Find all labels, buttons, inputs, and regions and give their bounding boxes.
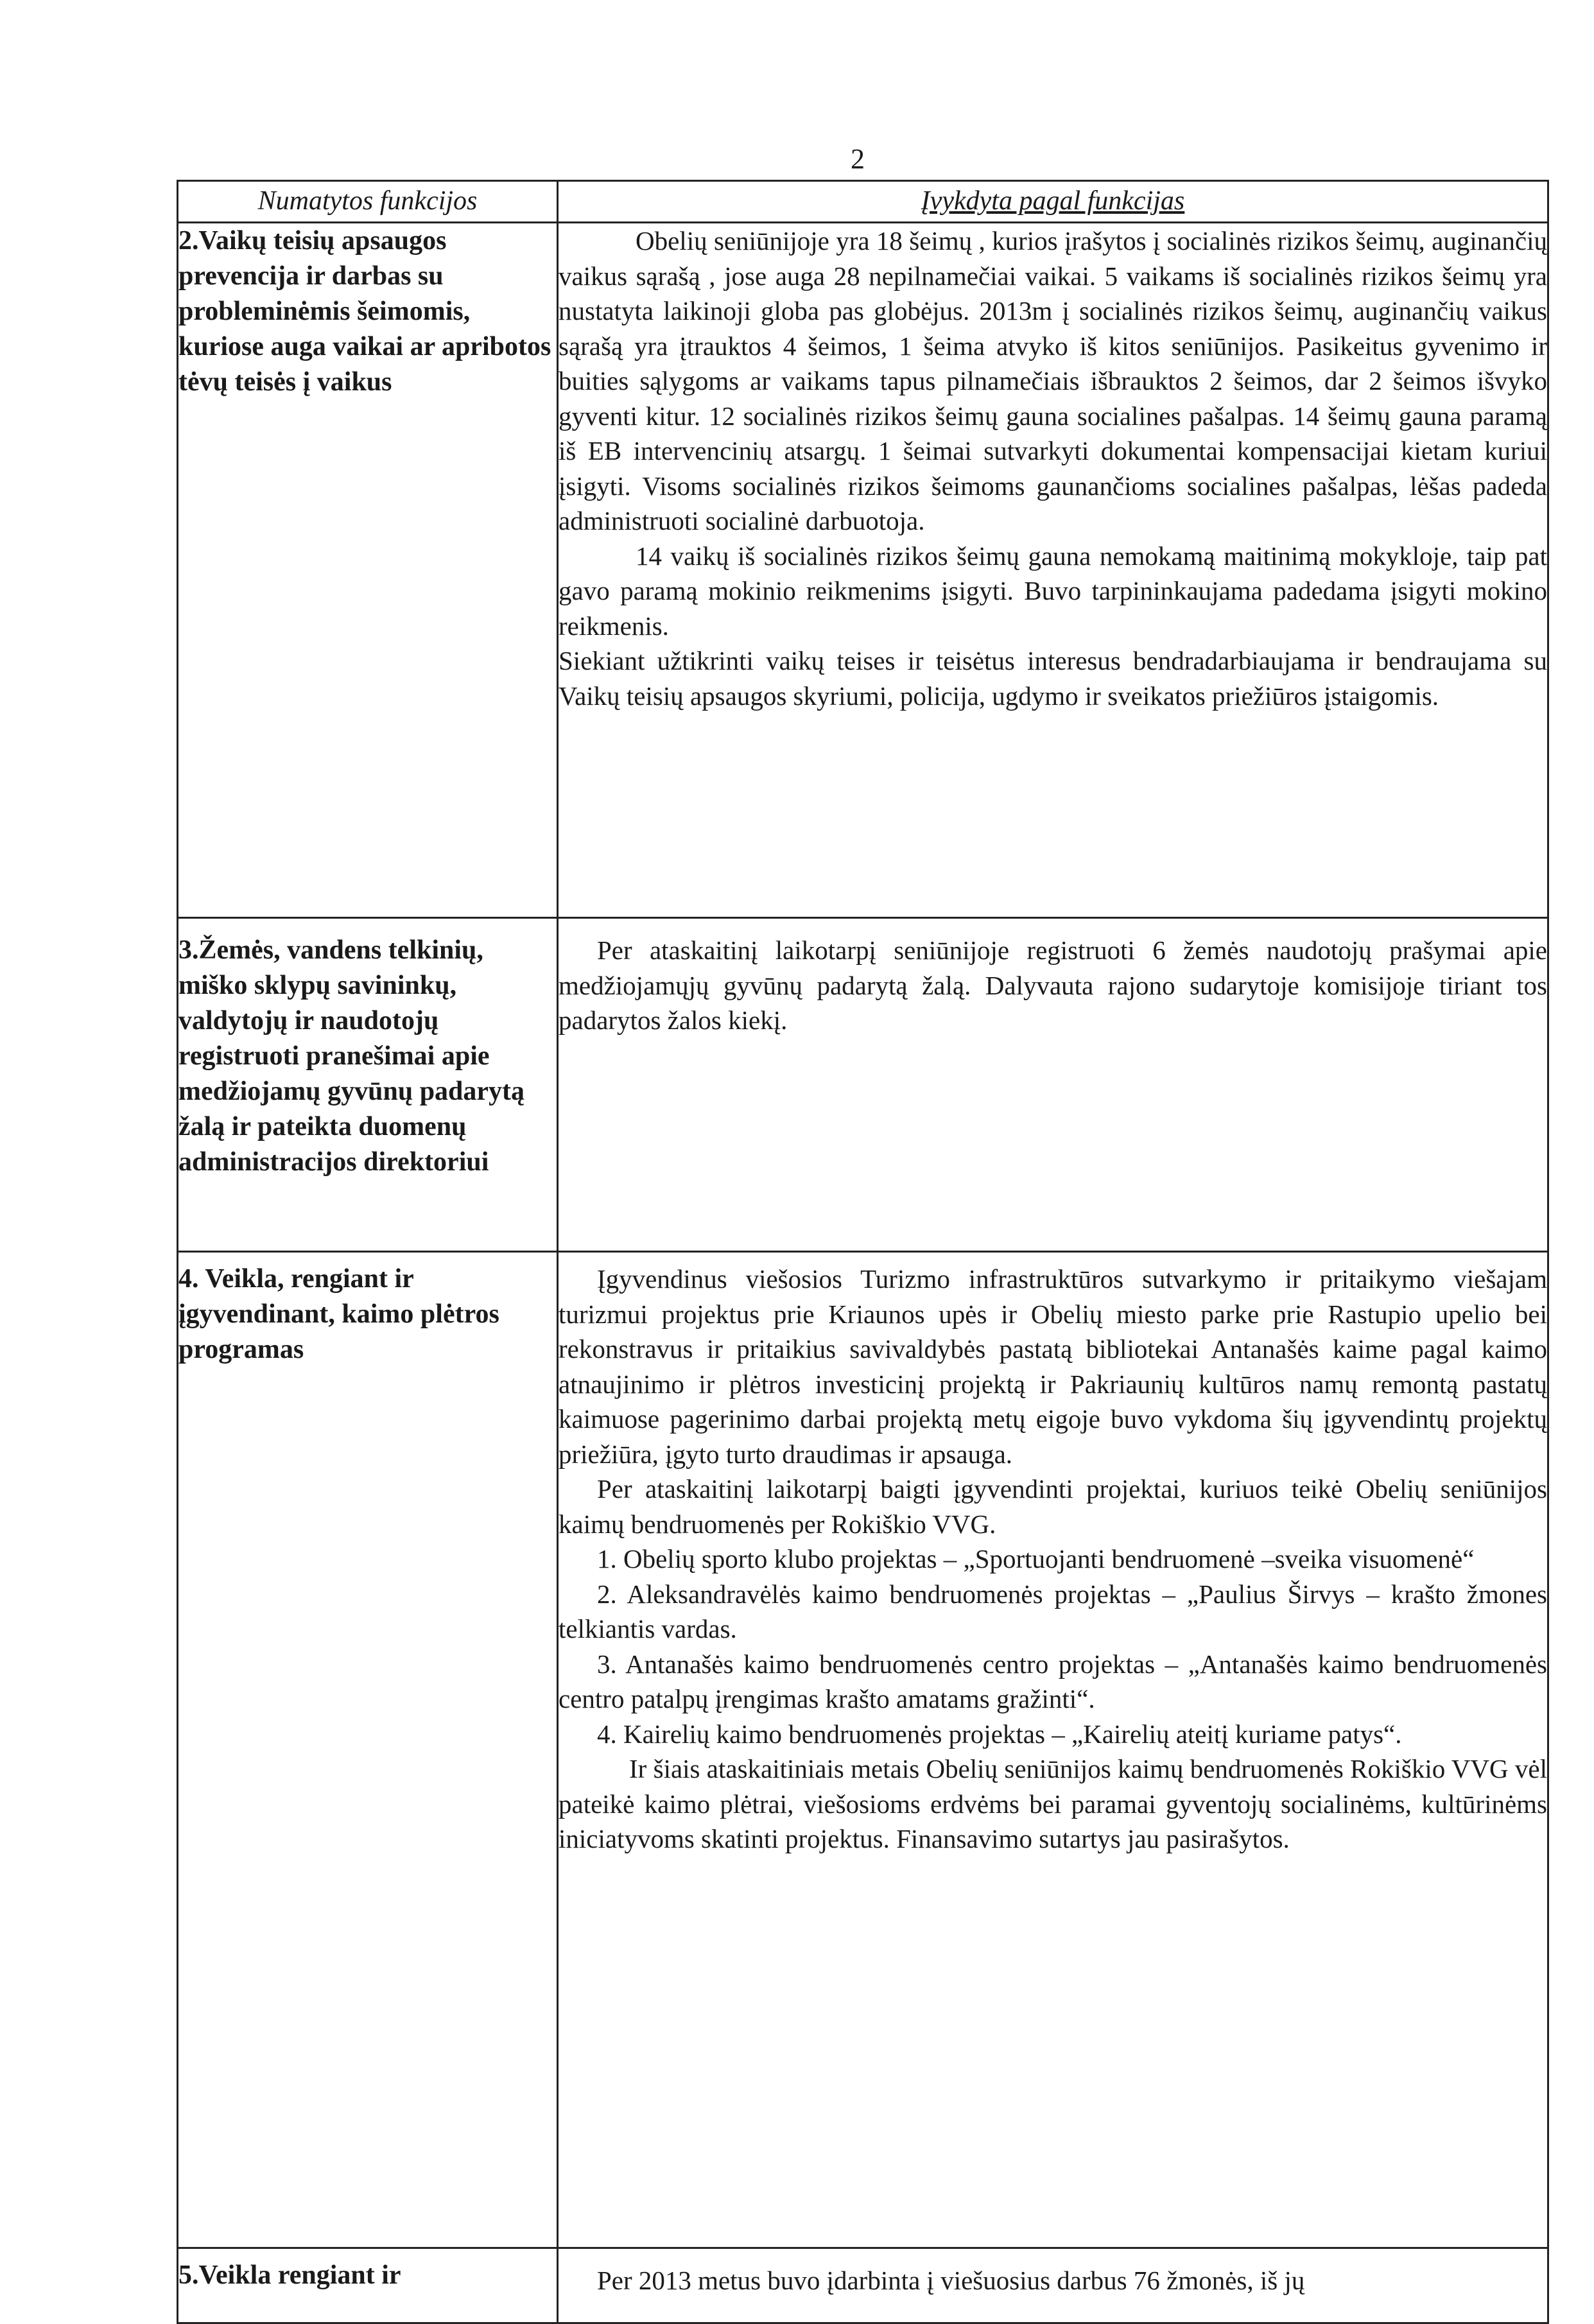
function-cell: 2.Vaikų teisių apsaugos prevencija ir darbas su probleminėmis šeimomis, kuriose auga vaikai ar apribotos tėvų teisės į vaikus xyxy=(178,223,558,918)
paragraph: Ir šiais ataskaitiniais metais Obelių seniūnijos kaimų bendruomenės Rokiškio VVG vėl pateikė kaimo plėtrai, viešosioms erdvėms bei paramai gyventojų socialinėms, kultūrinėms iniciatyvoms skatinti projektus. Finansavimo sutartys jau pasirašytos. xyxy=(559,1754,1547,1853)
paragraph: Per ataskaitinį laikotarpį baigti įgyvendinti projektai, kuriuos teikė Obelių seniūnijos kaimų bendruomenės per Rokiškio VVG. xyxy=(559,1474,1547,1539)
function-cell: 4. Veikla, rengiant ir įgyvendinant, kaimo plėtros programas xyxy=(178,1252,558,2248)
function-cell: 5.Veikla rengiant ir xyxy=(178,2248,558,2323)
header-completed-functions-text: Įvykdyta pagal funkcijas xyxy=(921,186,1185,216)
table-row xyxy=(178,1252,1548,2248)
completed-cell xyxy=(558,918,1548,1252)
completed-cell xyxy=(558,1252,1548,2248)
paragraph: 14 vaikų iš socialinės rizikos šeimų gauna nemokamą maitinimą mokykloje, taip pat gavo paramą mokinio reikmenims įsigyti. Buvo tarpininkaujama padedama įsigyti mokino reikmenis. xyxy=(559,541,1547,641)
header-planned-functions: Numatytos funkcijos xyxy=(178,181,558,223)
table-row xyxy=(178,918,1548,1252)
table-header-row xyxy=(178,181,1548,223)
paragraph: Obelių seniūnijoje yra 18 šeimų , kurios įrašytos į socialinės rizikos šeimų, auginančių vaikus sąrašą , jose auga 28 nepilnamečiai vaikai. 5 vaikams iš socialinės rizikos šeimų yra nustatyta laikinoji globa pas globėjus. 2013m į socialinės rizikos šeimų, auginančių vaikus sąrašą yra įtrauktos 4 šeimos, 1 šeima atvyko iš kitos seniūnijos. Pasikeitus gyvenimo ir buities sąlygoms ar vaikams tapus pilnamečiais išbrauktos 2 šeimos, dar 2 šeimos išvyko gyventi kitur. 12 socialinės rizikos šeimų gauna socialines pašalpas. 14 šeimų gauna paramą iš EB intervencinių atsargų. 1 šeimai sutvarkyti dokumentai kompensacijai kietam kuriui įsigyti. Visoms socialinės rizikos šeimoms gaunančioms socialines pašalpas, lėšas padeda administruoti socialinė darbuotoja. xyxy=(559,226,1547,535)
table-row xyxy=(178,223,1548,918)
completed-cell xyxy=(558,223,1548,918)
paragraph: 1. Obelių sporto klubo projektas – „Sportuojanti bendruomenė –sveika visuomenė“ xyxy=(597,1544,1475,1574)
table-row xyxy=(178,2248,1548,2323)
functions-table xyxy=(177,180,1549,2324)
function-cell: 3.Žemės, vandens telkinių, miško sklypų savininkų, valdytojų ir naudotojų registruoti pranešimai apie medžiojamų gyvūnų padarytą žalą ir pateikta duomenų administracijos direktoriui xyxy=(178,918,558,1252)
paragraph: Per ataskaitinį laikotarpį seniūnijoje registruoti 6 žemės naudotojų prašymai apie medžiojamųjų gyvūnų padarytą žalą. Dalyvauta rajono sudarytoje komisijoje tiriant tos padarytos žalos kiekį. xyxy=(559,935,1547,1035)
header-completed-functions xyxy=(558,181,1548,223)
paragraph: Per 2013 metus buvo įdarbinta į viešuosius darbus 76 žmonės, iš jų xyxy=(597,2266,1305,2295)
paragraph: Įgyvendinus viešosios Turizmo infrastruktūros sutvarkymo ir pritaikymo viešajam turizmui projektus prie Kriaunos upės ir Obelių miesto parke prie Rastupio upelio bei rekonstravus ir pritaikius savivaldybės pastatą bibliotekai Antanašės kaime pagal kaimo atnaujinimo ir plėtros investicinį projektą ir Pakriaunių kultūros namų remontą pastatų kaimuose pagerinimo darbai projektą metų eigoje buvo vykdoma šių įgyvendintų projektų priežiūra, įgyto turto draudimas ir apsauga. xyxy=(559,1264,1547,1469)
completed-cell xyxy=(558,2248,1548,2323)
paragraph: 3. Antanašės kaimo bendruomenės centro projektas – „Antanašės kaimo bendruomenės centro patalpų įrengimas krašto amatams gražinti“. xyxy=(559,1649,1547,1713)
paragraph: 4. Kairelių kaimo bendruomenės projektas – „Kairelių ateitį kuriame patys“. xyxy=(597,1719,1402,1749)
paragraph: 2. Aleksandravėlės kaimo bendruomenės projektas – „Paulius Širvys – krašto žmones telkiantis vardas. xyxy=(559,1579,1547,1643)
page-number: 2 xyxy=(851,143,865,175)
paragraph: Siekiant užtikrinti vaikų teises ir teisėtus interesus bendradarbiaujama ir bendraujama su Vaikų teisių apsaugos skyriumi, policija, ugdymo ir sveikatos priežiūros įstaigomis. xyxy=(559,646,1547,711)
